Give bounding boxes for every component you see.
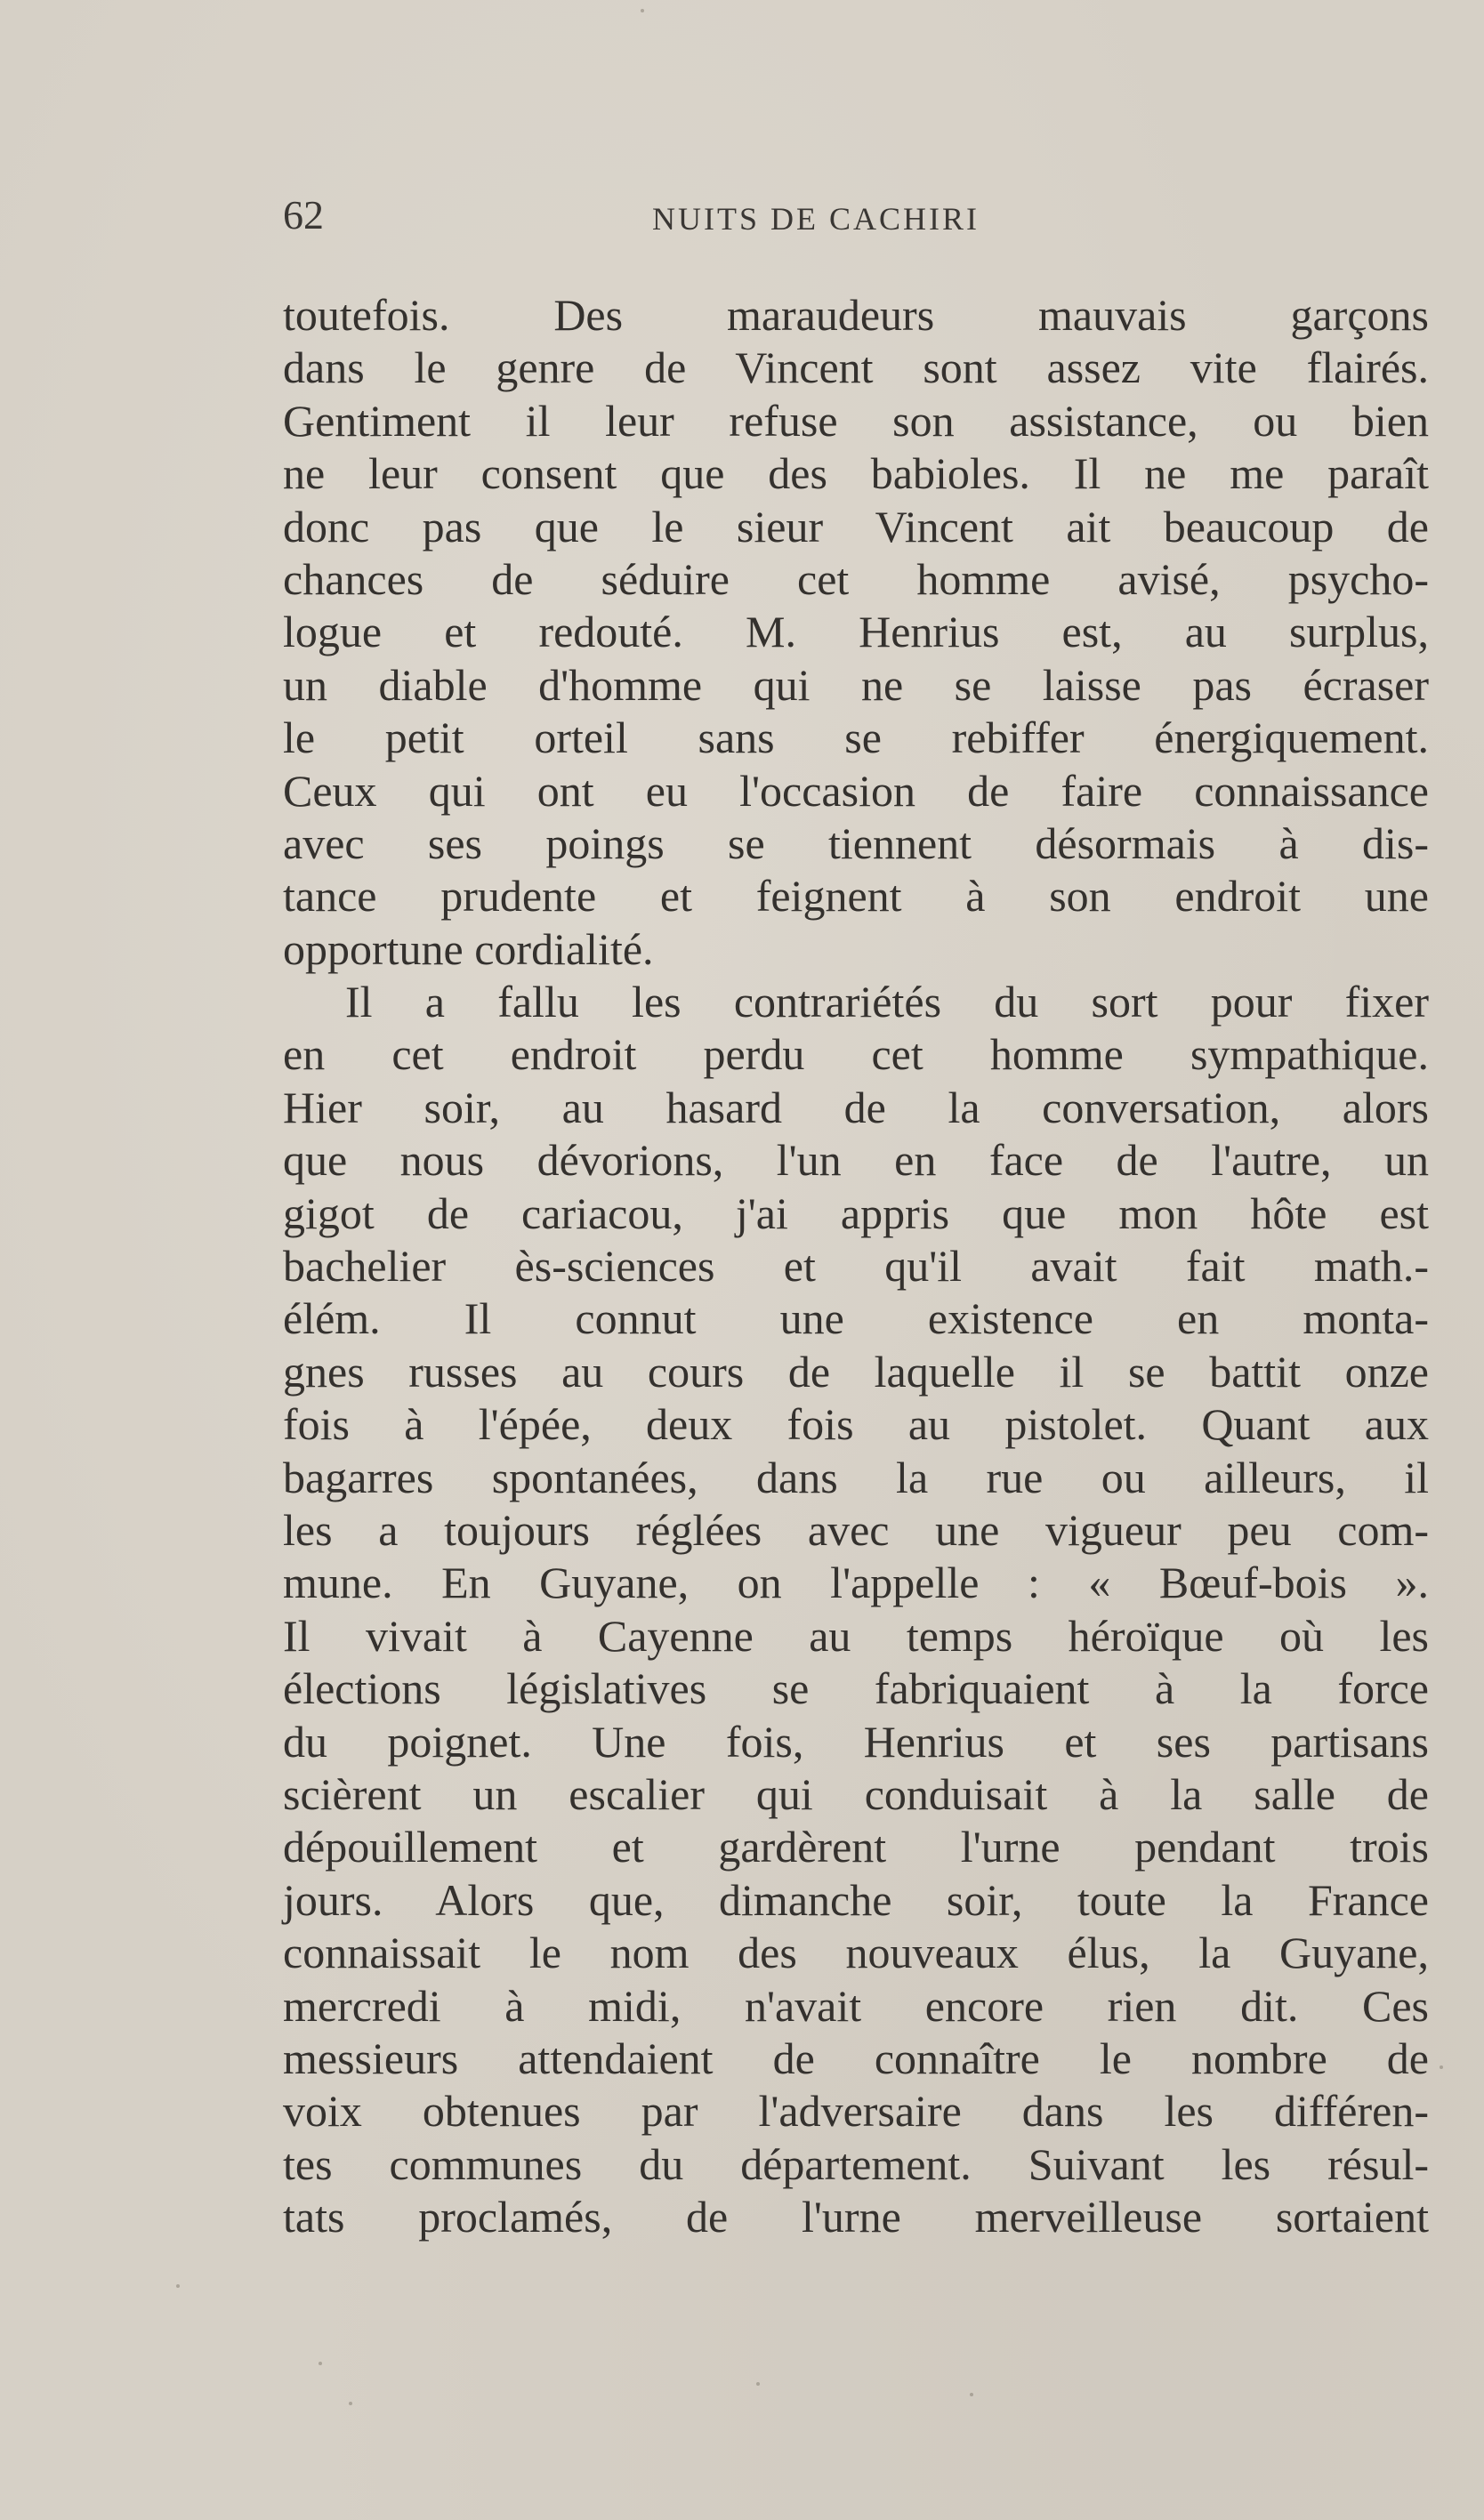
text-line: un diable d'homme qui ne se laisse pas écraser (283, 659, 1429, 710)
text-line: avec ses poings se tiennent désormais à dis- (283, 817, 1429, 868)
text-line: scièrent un escalier qui conduisait à la salle de (283, 1768, 1429, 1819)
text-line: Il vivait à Cayenne au temps héroïque où les (283, 1610, 1429, 1661)
body-text (283, 289, 1429, 2243)
text-line: dans le genre de Vincent sont assez vite flairés. (283, 342, 1429, 393)
page-header (283, 189, 1429, 242)
text-line: Ceux qui ont eu l'occasion de faire connaissance (283, 765, 1429, 816)
paper-speck (349, 2402, 352, 2405)
text-line: que nous dévorions, l'un en face de l'autre, un (283, 1135, 1429, 1186)
page-number: 62 (283, 192, 324, 238)
text-line: logue et redouté. M. Henrius est, au surplus, (283, 607, 1429, 657)
text-line: bagarres spontanées, dans la rue ou ailleurs, il (283, 1452, 1429, 1502)
text-line: les a toujours réglées avec une vigueur peu com- (283, 1504, 1429, 1555)
text-line: bachelier ès-sciences et qu'il avait fait math.- (283, 1241, 1429, 1292)
text-line: élém. Il connut une existence en monta- (283, 1293, 1429, 1344)
text-line: dépouillement et gardèrent l'urne pendant trois (283, 1822, 1429, 1872)
text-line: en cet endroit perdu cet homme sympathique. (283, 1029, 1429, 1080)
text-line: Il a fallu les contrariétés du sort pour fixer (345, 977, 1429, 1027)
text-line: tats proclamés, de l'urne merveilleuse sortaient (283, 2192, 1429, 2242)
text-line: messieurs attendaient de connaître le nombre de (283, 2033, 1429, 2083)
text-line: Gentiment il leur refuse son assistance, ou bien (283, 395, 1429, 446)
text-line: mercredi à midi, n'avait encore rien dit. Ces (283, 1980, 1429, 2031)
paper-speck (756, 2382, 760, 2386)
text-line: du poignet. Une fois, Henrius et ses partisans (283, 1716, 1429, 1767)
text-line: gigot de cariacou, j'ai appris que mon hôte est (283, 1188, 1429, 1238)
text-line: connaissait le nom des nouveaux élus, la Guyane, (283, 1928, 1429, 1978)
paper-speck (1440, 2065, 1443, 2069)
text-line: chances de séduire cet homme avisé, psycho- (283, 553, 1429, 604)
text-line: jours. Alors que, dimanche soir, toute la France (283, 1874, 1429, 1925)
text-line: donc pas que le sieur Vincent ait beaucoup de (283, 501, 1429, 552)
text-line: opportune cordialité. (283, 923, 654, 974)
paper-speck (970, 2393, 973, 2396)
text-line: toutefois. Des maraudeurs mauvais garçons (283, 290, 1429, 340)
text-line: ne leur consent que des babioles. Il ne me paraît (283, 448, 1429, 499)
running-title: NUITS DE CACHIRI (652, 201, 980, 237)
text-line: voix obtenues par l'adversaire dans les différen- (283, 2086, 1429, 2137)
text-line: tance prudente et feignent à son endroit une (283, 871, 1429, 922)
text-line: Hier soir, au hasard de la conversation, alors (283, 1082, 1429, 1132)
text-line: gnes russes au cours de laquelle il se battit onze (283, 1346, 1429, 1397)
text-line: mune. En Guyane, on l'appelle : « Bœuf-bois ». (283, 1558, 1429, 1608)
text-line: élections législatives se fabriquaient à la force (283, 1663, 1429, 1714)
paper-speck (176, 2284, 180, 2288)
paper-speck (319, 2362, 322, 2365)
text-line: tes communes du département. Suivant les résul- (283, 2138, 1429, 2189)
text-line: fois à l'épée, deux fois au pistolet. Quant aux (283, 1399, 1429, 1450)
paper-speck (641, 9, 644, 12)
text-line: le petit orteil sans se rebiffer énergiquement. (283, 713, 1429, 763)
